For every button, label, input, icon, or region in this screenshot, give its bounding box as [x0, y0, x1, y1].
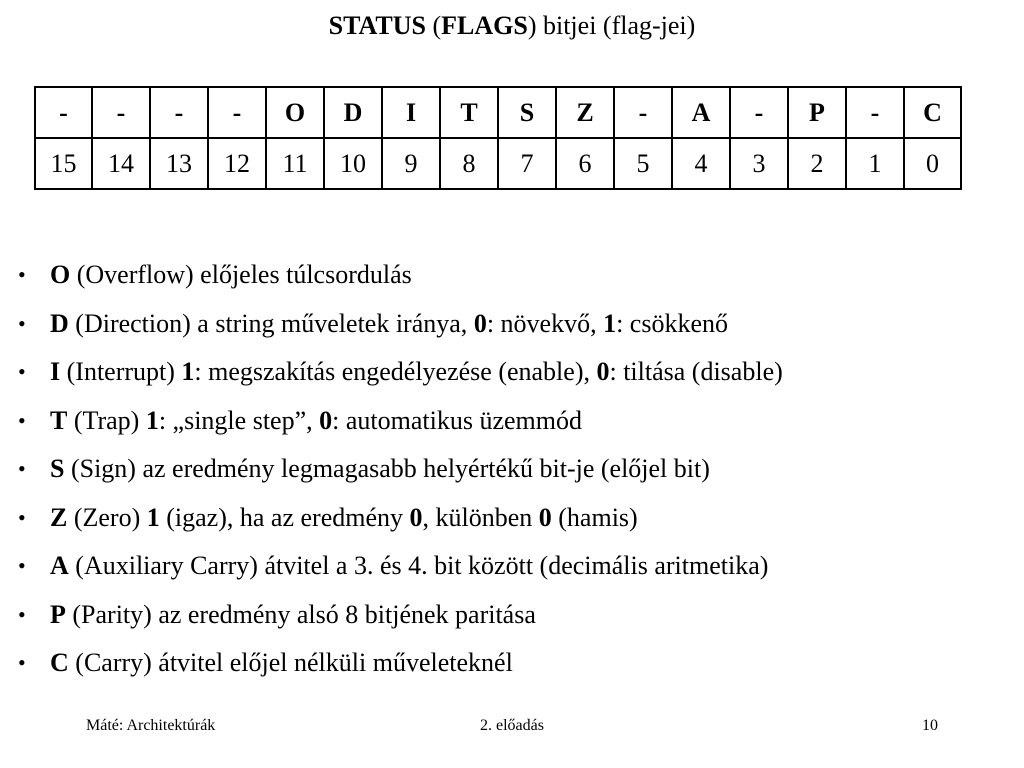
- bullet-icon: •: [18, 262, 26, 287]
- bold-term: 0: [473, 308, 487, 338]
- bit-number-cell: 8: [440, 138, 498, 189]
- description-text: (Parity) az eredmény alsó 8 bitjének paritása: [65, 599, 536, 629]
- description-text: (igaz), ha az eredmény: [159, 502, 410, 532]
- bold-term: 0: [596, 357, 610, 386]
- footer-page-number: 10: [922, 717, 938, 734]
- title-rest: ) bitjei (flag-jei): [527, 11, 696, 40]
- flags-table: [34, 86, 962, 190]
- bit-number-cell: 12: [208, 138, 266, 189]
- slide-title: [0, 8, 1024, 44]
- flag-description-item: [18, 300, 1018, 349]
- flag-description-item: [18, 251, 1018, 300]
- bullet-icon: •: [18, 310, 26, 336]
- bold-term: C: [50, 648, 69, 677]
- bold-term: 1: [145, 405, 159, 435]
- flag-name-cell: T: [440, 87, 498, 138]
- description-text: : tiltása (disable): [609, 357, 783, 386]
- bit-number-cell: 2: [788, 138, 846, 189]
- bit-number-cell: 4: [672, 138, 730, 189]
- bold-term: 1: [146, 502, 160, 532]
- flag-description-item: [18, 494, 1018, 543]
- bit-number-cell: 5: [614, 138, 672, 189]
- bullet-icon: •: [18, 407, 26, 433]
- flag-description-item: [18, 397, 1018, 446]
- bullet-icon: •: [18, 650, 26, 675]
- bit-number-cell: 11: [266, 138, 324, 189]
- bold-term: P: [50, 599, 66, 629]
- description-text: (hamis): [551, 502, 638, 532]
- flag-description-item: [18, 445, 1018, 494]
- footer-lecture: 2. előadás: [480, 717, 544, 734]
- description-text: (Auxiliary Carry) átvitel a 3. és 4. bit között (decimális aritmetika): [68, 551, 769, 580]
- bold-term: 0: [319, 405, 333, 435]
- description-text: : automatikus üzemmód: [332, 405, 582, 435]
- flag-name-cell: -: [35, 87, 92, 138]
- bit-number-cell: 9: [382, 138, 440, 189]
- bold-term: Z: [50, 502, 68, 532]
- flag-description-item: [18, 348, 1018, 397]
- bold-term: 0: [538, 502, 552, 532]
- bullet-icon: •: [18, 359, 26, 384]
- flag-name-cell: -: [150, 87, 208, 138]
- bit-number-cell: 1: [846, 138, 904, 189]
- bit-number-cell: 13: [150, 138, 208, 189]
- description-text: : megszakítás engedélyezése (enable),: [194, 357, 597, 386]
- description-text: , különben: [422, 502, 539, 532]
- bit-number-cell: 6: [556, 138, 614, 189]
- description-text: (Direction) a string műveletek iránya,: [68, 308, 474, 338]
- bold-term: T: [50, 405, 68, 435]
- flag-name-cell: -: [614, 87, 672, 138]
- flag-name-cell: -: [92, 87, 150, 138]
- flag-description-item: [18, 542, 1018, 591]
- bold-term: A: [50, 551, 69, 580]
- flag-name-cell: Z: [556, 87, 614, 138]
- bit-number-cell: 0: [904, 138, 961, 189]
- title-status: STATUS: [328, 11, 426, 40]
- bit-number-cell: 14: [92, 138, 150, 189]
- bit-number-cell: 15: [35, 138, 92, 189]
- flag-name-cell: -: [846, 87, 904, 138]
- description-text: (Trap): [67, 405, 146, 435]
- bit-numbers-row: [35, 138, 961, 189]
- description-text: (Interrupt): [60, 357, 182, 386]
- flag-name-cell: -: [208, 87, 266, 138]
- bold-term: I: [50, 357, 61, 386]
- flag-description-item: [18, 591, 1018, 640]
- flag-name-cell: C: [904, 87, 961, 138]
- flag-name-cell: O: [266, 87, 324, 138]
- bullet-icon: •: [18, 601, 26, 627]
- flag-name-cell: S: [498, 87, 556, 138]
- title-open-paren: (: [425, 11, 442, 40]
- bold-term: D: [50, 308, 69, 338]
- flag-name-cell: I: [382, 87, 440, 138]
- description-text: (Zero): [67, 502, 147, 532]
- description-text: (Carry) átvitel előjel nélküli műveleteknél: [68, 648, 513, 677]
- bold-term: 1: [603, 308, 617, 338]
- bit-number-cell: 7: [498, 138, 556, 189]
- flag-name-cell: D: [324, 87, 382, 138]
- description-text: : növekvő,: [486, 308, 604, 338]
- bit-number-cell: 3: [730, 138, 788, 189]
- bullet-icon: •: [18, 504, 26, 530]
- bullet-icon: •: [18, 456, 26, 481]
- description-text: : csökkenő: [616, 308, 728, 338]
- flag-name-cell: P: [788, 87, 846, 138]
- bold-term: S: [50, 454, 65, 483]
- flag-name-cell: -: [730, 87, 788, 138]
- description-text: (Overflow) előjeles túlcsordulás: [70, 260, 412, 289]
- bold-term: O: [50, 260, 71, 289]
- bit-number-cell: 10: [324, 138, 382, 189]
- bold-term: 1: [181, 357, 195, 386]
- flag-names-row: [35, 87, 961, 138]
- bold-term: 0: [409, 502, 423, 532]
- flag-description-item: [18, 639, 1018, 688]
- flag-name-cell: A: [672, 87, 730, 138]
- description-text: (Sign) az eredmény legmagasabb helyértékű bit-je (előjel bit): [64, 454, 710, 483]
- flag-description-list: [18, 251, 1018, 688]
- description-text: : „single step”,: [158, 405, 320, 435]
- footer-author: Máté: Architektúrák: [86, 717, 216, 734]
- title-flags: FLAGS: [441, 11, 528, 40]
- bullet-icon: •: [18, 553, 26, 578]
